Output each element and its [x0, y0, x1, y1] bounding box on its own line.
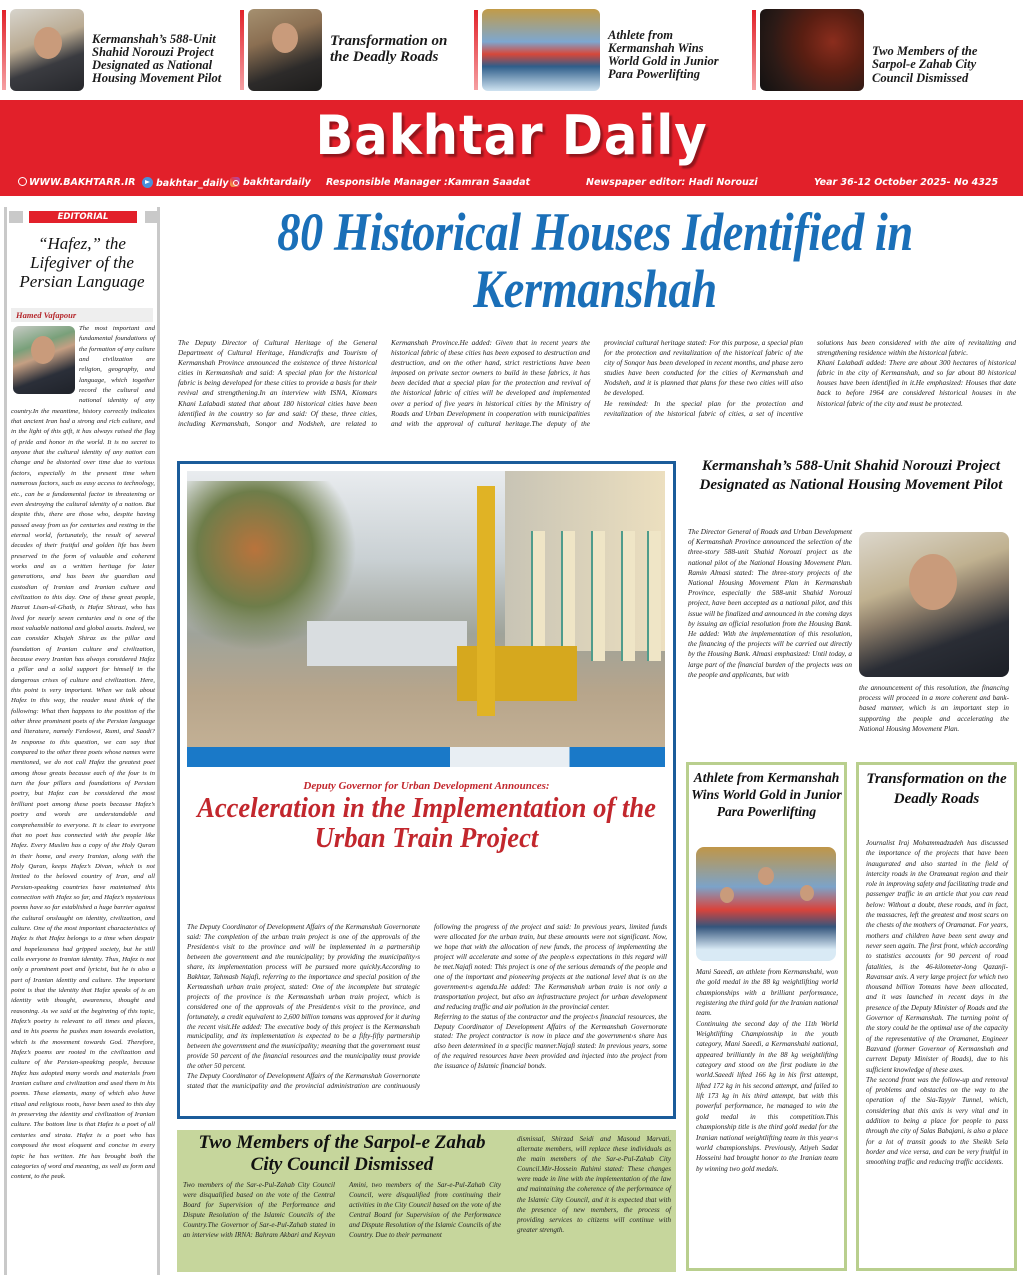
website-text: WWW.BAKHTARR.IR	[29, 177, 136, 188]
label-decoration	[9, 211, 23, 223]
editorial-body	[11, 324, 155, 1183]
newspaper-editor: Newspaper editor: Hadi Norouzi	[586, 177, 758, 188]
article-body: Two members of the Sar-e-Pul-Zahab City Council were disqualified based on the vote of the Central Board for Supervision of the Performance and Dispute Resolution of the Islamic Councils of the Country.The Governor of Sar-e-Pul-Zahab stated in an interview with IRNA: Bahram Akbari and Keyvan Amini, two members of the Sar-e-Pul-Zahab City Council, were disqualified from continuing their activities in the City Council based on the vote of the Central Board for Supervision of the Performance and Dispute Resolution of the Islamic Councils of the Country. Due to their permanent	[183, 1181, 501, 1240]
article-headline[interactable]: Two Members of the Sarpol-e Zahab City Council Dismissed	[198, 1132, 486, 1175]
masthead-info-bar	[18, 177, 1018, 193]
article-body-continued: dismissal, Shirzad Seidi and Masoud Marvati, alternate members, will replace these individuals as the main members of the Sar-e-Pul-Zahab City Council.Mir-Hossein Rahimi stated: These changes were made in line with the implementation of the law and maintaining the coherence of the performance of the Islamic City Council, and it is expected that with the presence of new members, the process of providing services to citizens will continue with greater strength.	[517, 1135, 671, 1234]
pillar-shape	[561, 531, 575, 661]
instagram-link[interactable]	[230, 177, 311, 188]
teaser-thumbnail[interactable]	[760, 9, 864, 91]
roads-article	[856, 762, 1017, 1271]
teaser-title[interactable]: Transformation on the Deadly Roads	[330, 33, 448, 65]
podium-photo	[696, 847, 836, 961]
article-body	[866, 838, 1008, 1168]
editorial-label: EDITORIAL	[29, 211, 137, 223]
athlete-article	[686, 762, 847, 1271]
teaser-accent-bar	[474, 10, 478, 90]
editorial-title[interactable]: “Hafez,” the Lifegiver of the Persian Language	[19, 234, 145, 292]
website-link[interactable]	[18, 177, 136, 188]
article-paragraph: Mani Saeedi, an athlete from Kermanshahi, won the gold medal in the 88 kg weightlifting world championships with a brilliant performance, registering the third gold for the Iranian national team.	[696, 968, 838, 1018]
pillar-shape	[531, 531, 545, 661]
issue-info: Year 36-12 October 2025- No 4325	[814, 177, 999, 188]
article-headline[interactable]: Transformation on the Deadly Roads	[866, 771, 1007, 807]
article-paragraph: The second front was the follow-up and removal of problems and obstacles on the way to the operation of the Sia-Tayyir Tunnel, which, considering that this axis is very vital and in addition to being a place for people to pass through the city of Salas Babajani, is also a place for a lot of transit goods to the Sheikh Sela border and vice versa, and can be very fruitful in smoothing traffic and reducing traffic accidents.	[866, 1075, 1008, 1167]
teaser-council[interactable]	[752, 8, 1002, 92]
teaser-title[interactable]: Two Members of the Sarpol-e Zahab City Council Dismissed	[872, 44, 978, 85]
teaser-housing[interactable]	[2, 8, 242, 92]
pillar-shape	[621, 531, 635, 661]
article-paragraph: The Deputy Coordinator of Development Affairs of the Kermanshah Governorate said: The completion of the urban train project is one of the approvals of the President›s visit to the province and will be implemented in a partnership between the government and the municipality; by providing the municipality›s share, its implementation process will be pursued more quickly.According to Bakhtar, Tahmasb Najafi, referring to the importance and special position of the Kermanshah urban train project, stated: One of the incomplete but strategic projects of the province is the Kermanshah urban train project, which is considered one of the approvals of the President›s visit to the province, and fortunately, a credit equivalent to 2,600 billion tomans was approved for it during the recent visit.He added: The executive body of this project is the Kermanshah municipality, and its implementation is expected to be a fifty-fifty partnership between the government and the municipality; meaning that the government must provide 50 percent of the financial resources and the municipality must provide the other 50 percent.	[187, 923, 420, 1071]
instagram-handle: bakhtardaily	[243, 177, 311, 188]
lead-article-body	[178, 338, 1016, 456]
article-body	[696, 967, 838, 1174]
telegram-link[interactable]	[142, 177, 229, 189]
globe-icon	[18, 177, 27, 186]
pillar-shape	[591, 531, 605, 661]
housing-headline[interactable]: Kermanshah’s 588-Unit Shahid Norouzi Project Designated as National Housing Movement Pilot	[699, 458, 1003, 493]
teaser-title[interactable]: Athlete from Kermanshah Wins World Gold in Junior Para Powerlifting	[608, 27, 719, 82]
teaser-thumbnail[interactable]	[10, 9, 84, 91]
person-head-shape	[31, 336, 55, 364]
article-body	[187, 923, 667, 1113]
author-photo	[13, 326, 75, 394]
masthead	[0, 100, 1023, 196]
label-decoration	[145, 211, 159, 223]
teaser-strip	[0, 0, 1023, 100]
person-head-shape	[758, 867, 774, 885]
article-paragraph: Referring to the status of the contractor and the project›s financial resources, the Deputy Coordinator of Development Affairs of the Kermanshah Governorate stated: The project contractor is now in place and the government›s share has also been determined in a specific manner.Najafi stated: In previous years, some of the required resources have been provided and injected into the project from the issuance of Islamic financial bonds.	[434, 1012, 667, 1071]
lead-headline[interactable]: 80 Historical Houses Identified in Kermanshah	[277, 202, 913, 319]
teaser-thumbnail[interactable]	[482, 9, 600, 91]
instagram-icon	[230, 177, 240, 187]
article-kicker: Deputy Governor for Urban Development Announces:	[303, 780, 550, 792]
teaser-thumbnail[interactable]	[248, 9, 322, 91]
article-paragraph: Continuing the second day of the 11th World Weightlifting Championship in the youth category, Mani Saeedi, a Kermanshahi national, appeared brilliantly in the 88 kg weightlifting category and stood on the first podium in the world.Saeedi lifted 166 kg in his first attempt, lifted 172 kg in his second attempt, and failed to lift 173 kg in his third attempt, but with this powerful performance, he managed to win the gold medal in this competition.This championship title is the third gold medal for the Iranian national weightlifting team in this year›s world championships. Previously, Atiyeh Sadat Hosseini had brought honor to the Iranian team by winning two gold medals.	[696, 1019, 838, 1173]
teaser-roads[interactable]	[240, 8, 450, 92]
official-photo	[859, 532, 1009, 677]
person-head-shape	[800, 885, 814, 901]
editorial-label-bar	[7, 211, 157, 223]
barrier-shape	[187, 747, 665, 767]
person-head-shape	[720, 887, 734, 903]
article-paragraph: Journalist Iraj Mohammadzadeh has discussed the importance of the projects that have been inaugurated and also started in the field of intercity roads in the Oramanat region and their role in improving safety and facilitating trade and passenger traffic in an article that you can read below: Without a doubt, these roads, and in fact, the massacres, left the greatest and most scars on the chests of the mothers of Oramanat. For years, mothers and children have been sent away and never seen again. The first front, which according to statistics accounts for 90 percent of road fatalities, is the 46-kilometer-long Qazanji-Ravansar axis. A very large project for which two thousand billion Tomans have been allocated, and it was launched in recent days in the presence of the Deputy Minister of Roads and the Governor of Kermanshah. The turning point of the story could be the optimal use of the capacity of the representative of the Oramanet, Engineer Bazvand (former Governor of Kermanshah and current Deputy Minister of Roads), due to his sufficient knowledge of these axes.	[866, 839, 1008, 1074]
viaduct-shape	[505, 471, 665, 651]
urban-train-article	[177, 461, 676, 1119]
teaser-accent-bar	[752, 10, 756, 90]
editorial-author: Hamed Vafapour	[11, 308, 153, 322]
newspaper-logo[interactable]: Bakhtar Daily	[315, 104, 708, 167]
telegram-handle: bakhtar_daily	[156, 178, 229, 189]
lead-paragraph: The Deputy Director of Cultural Heritage of the General Department of Cultural Heritage, Handicrafts and Tourism of Kermanshah Province announced the existence of three historical cities in Kermanshah and said: A special plan for the historical fabric is being developed for these cities to provide a basis for their revival and strengthening.In an interview with ISNA, Kiomars Khani Lalabadi stated that about 180 historical cities have been identified in the country so far and said: Of these, three cities, including Kermanshah, Sonqor and Nodsheh, are related to Kermanshah Province.He added: Given that in recent years the historical fabric of these cities has been exposed to destruction and destruction, and on the other hand, strict restrictions have been imposed on private sector owners to build in these fabrics, it has been decided that a special plan for the protection and revival of the historical fabric of cities will be developed and implemented over a period of five years in historical cities by the Ministry of Roads and Urban Development in cooperation with municipalities and with the approval of cultural heritage.The deputy of the provincial cultural heritage stated: For this purpose, a special plan for the protection and revitalization of the historical fabric of the city of Sonqor has been developed in recent months, and phase zero studies have been conducted for the cities of Kermanshah and Nodsheh, and it is planned that plans for these two cities will also be developed.	[178, 338, 803, 428]
editorial-column	[4, 207, 160, 1275]
pillar-shape	[647, 531, 661, 661]
article-headline[interactable]: Acceleration in the Implementation of the Urban Train Project	[197, 793, 656, 854]
responsible-manager: Responsible Manager :Kamran Saadat	[326, 177, 531, 188]
crane-shape	[477, 486, 495, 716]
telegram-icon	[142, 177, 153, 188]
housing-body-continued: the announcement of this resolution, the financing process will proceed in a more coherent and bank-based manner, which is an important step in supporting the people and accelerating the National Housing Movement Plan.	[859, 684, 1009, 733]
person-head-shape	[34, 27, 62, 59]
article-headline[interactable]: Athlete from Kermanshah Wins World Gold in Junior Para Powerlifting	[691, 770, 842, 819]
person-head-shape	[272, 23, 298, 53]
teaser-accent-bar	[2, 10, 6, 90]
teaser-accent-bar	[240, 10, 244, 90]
council-dismissal-article	[177, 1130, 676, 1272]
lead-paragraph: Khani Lalabadi added: There are about 300 hectares of historical fabric in the city of Kermanshah, and so far about 80 historical houses have been identified in it.He emphasized: Houses that date back to before 1964 are considered historical houses in the historical fabric of the city and must be protected.	[817, 358, 1016, 408]
article-paragraph: The Deputy Coordinator of Development Affairs of the Kermanshah Governorate stated that the municipality and the provincial administration are continuously following the progress of the project and said: In previous years, limited funds were allocated for the urban train, but these amounts were not significant. Now, we hope that with the allocation of new funds, the process of implementing the project will accelerate and some of the people›s expectations in this regard will be met.Najafi noted: This project is one of the serious demands of the people and one of the important and pioneering projects at the national level that is on the government›s agenda.He added: The Kermanshah urban train is not only a transportation project, but also an infrastructure project for urban development and reducing traffic and air pollution in the provincial center.	[187, 923, 667, 1091]
crane-truck-shape	[457, 646, 577, 701]
teaser-title[interactable]: Kermanshah’s 588-Unit Shahid Norouzi Project Designated as National Housing Movement Pilot	[92, 31, 222, 86]
lead-paragraph: He reminded: In the special plan for the protection and revitalization of the historical fabric of cities, a set of incentive solutions has been considered with the aim of revitalizing and strengthening residence within the historical fabric.	[604, 338, 1016, 418]
road-shape	[307, 621, 467, 666]
editorial-body-text: The most important and fundamental foundations of the formation of any culture and civilization are religion, geography, and language, which together record the cultural and national identity of any country.In the meantime, history correctly indicates that ancient Iran had a strong and rich culture, and in the light of this gift, it has always raised the flag of pride and honor in the world. It is no secret to anyone that the cultural identity of any nation can change and be distorted over time due to various factors, especially in the present time when numerous factors, such as easy access to technology, etc., can be a fundamental factor in threatening or even destroying the cultural identity of a nation. But despite this, there are those who, despite having passed away from us for centuries and resting in the eternal world, fortunately, the result of several decades of their fruitful and golden life has been preserved in the form of valuable and coherent works and as a written heritage for later generations, and has been the guardian and custodian of Iranian and Iranian culture and civilization to this day. One of these great people, Hazrat Lisan-ul-Ghaib, is Hafez Shirazi, who has lived for nearly seven centuries and is one of the most valuable national and global assets. Indeed, we can consider Khajeh Shiraz as the pillar and foundation of Iranian culture and civilization, because every Iranian has always considered Hafez a pillar and a solid support for himself in the dangerous crises of culture and civilization. Here, this point is very important. When we talk about Hafez in this way, the reader must think of the following: What then happens to the position of the other three prominent poets of the Persian language and literature, namely Ferdowsi, Rumi, and Saadi? In response to this question, we can say that compared to the other three poets whose names were mentioned, we do not call Hafez the greatest poet among those greats because each of the four is in turn the four pillars and foundations of Persian poetry, but Hafez can be considered the most brilliant poet among these poets because Hafez’s poetry and words are understandable and comprehensible to everyone. It is clear to everyone that no poet has connected with the people like Hafez. Every Muslim has a copy of the Holy Quran in their home, and every Iranian, along with the Holy Quran, keeps Hafez’s Divan, which is not limited to the beloved country of Iran, and all Persian-speaking countries have maintained this connection with Hafez so far, and Hafez’s mysterious poems have so far established a huge barrier against the cultural onslaught on identity, civilization, and culture. One of the most important characteristics of Hafez is that Hafez belongs to a time when despair and hopelessness had gripped society, but he still calls everyone to Iranian identity. Thus, Hafez is not only a prominent poet and lyricist, but he is also a part of Iranian identity and culture. The important point is that the identity that Hafez speaks of is an identity with thought, awareness, thought and reasoning. As we said at the beginning of this topic, Hafez’s poetry is relevant to all times and places, and in his poems he pushes man towards evolution, which is the movement towards God. Therefore, Hafez’s poems are rooted in the civilization and culture of the Persian-speaking people, because Hafez has adopted many words and materials from Iranian culture and civilization and used them in his poems. These elements, many of which also have ritual and religious roots, have been used to this day in preserving the identity and civilization of Iranian culture. The bottom line is that Hafez is a poet of all centuries and strata. Hafez is a poet who has composed the most eloquent and concise in every topic he has written. He has brought both the categories of word and meaning, as well as form and content, to the peak.	[11, 325, 155, 1181]
housing-body: The Director General of Roads and Urban Development of Kermanshah Province announced the selection of the three-story 588-unit Shahid Norouzi project as the national pilot of the National Housing Movement Plan. Ramin Almasi stated: The three-story projects of the National Housing Movement Plan in Kermanshah Province, especially the 588-unit Shahid Norouzi project, have been accepted as a national pilot, and this issue will be finalized and announced in the coming days by issuing an official resolution from the Housing Bank. He added: With the implementation of this resolution, the financing of the projects will be carried out directly by the Housing Bank. Almasi emphasized: Until today, a large part of the financial burden of the projects was on the people and applicants, but with	[688, 528, 852, 679]
construction-photo	[187, 471, 665, 767]
teaser-athlete[interactable]	[474, 8, 728, 92]
person-head-shape	[909, 554, 957, 610]
